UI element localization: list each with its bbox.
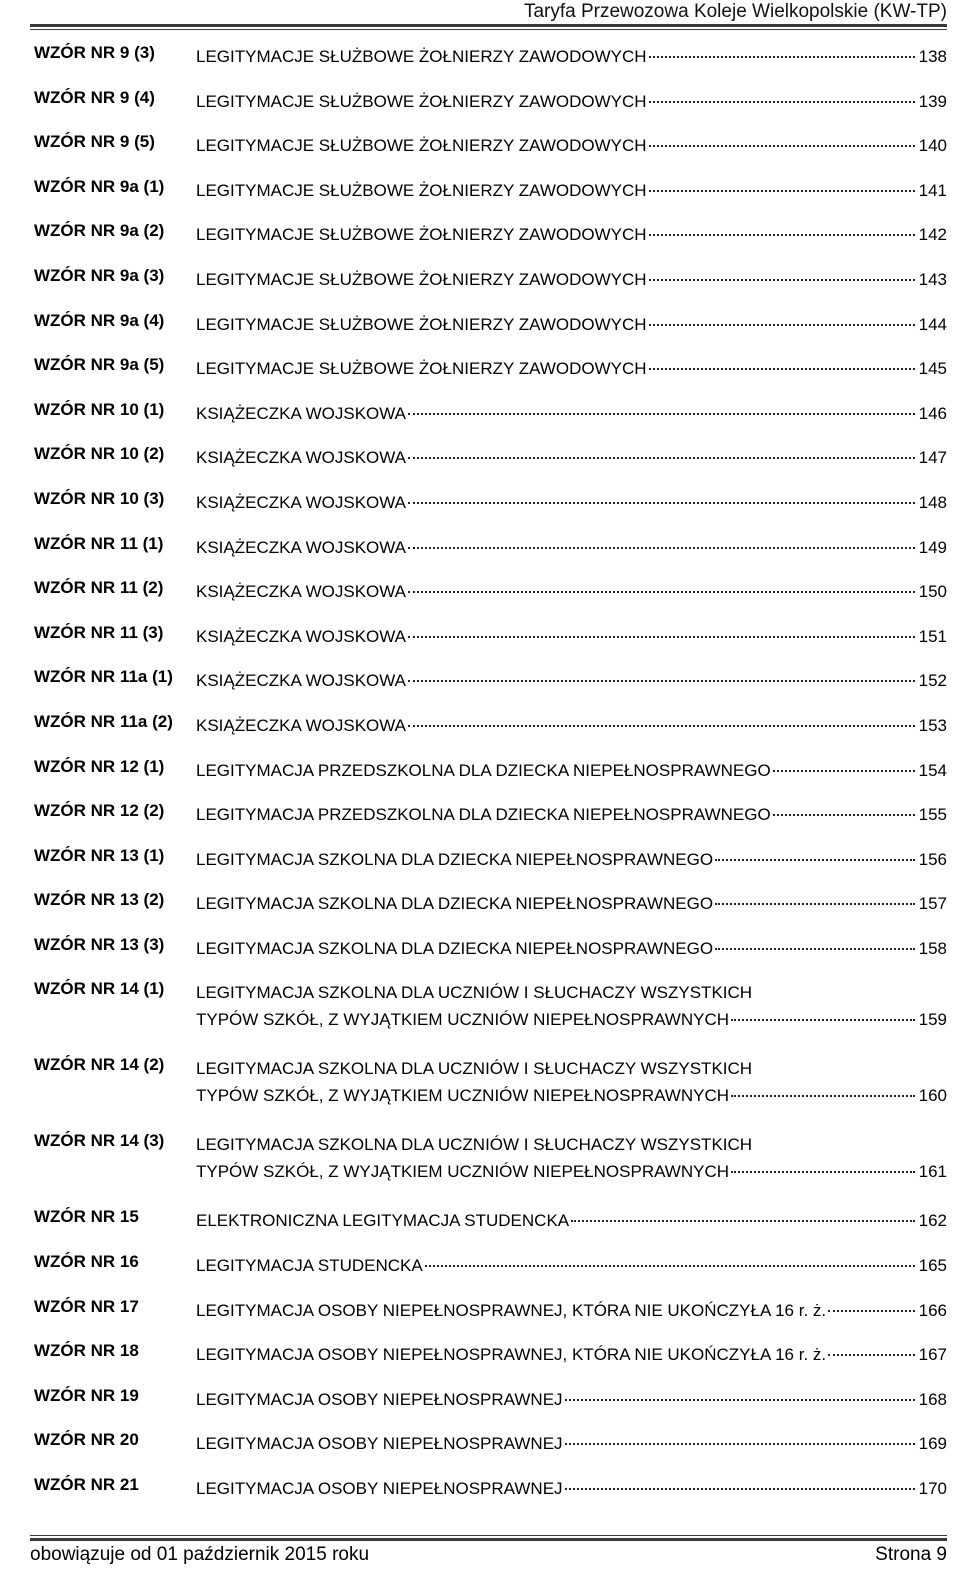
toc-entry-line — [196, 177, 947, 204]
toc-entry-body — [196, 266, 947, 293]
toc-entry-body — [196, 1207, 947, 1234]
dot-leader — [571, 1219, 915, 1222]
toc-entry-line — [196, 890, 947, 917]
toc-entry-page-number[interactable]: 150 — [918, 582, 947, 602]
toc-entry[interactable] — [34, 397, 947, 442]
toc-entry-line — [196, 355, 947, 382]
toc-entry-body — [196, 667, 947, 694]
toc-entry-title: LEGITYMACJE SŁUŻBOWE ŻOŁNIERZY ZAWODOWYCH — [196, 225, 647, 245]
toc-entry-page-number[interactable]: 153 — [918, 715, 947, 735]
toc-entry-code: WZÓR NR 10 (3) — [34, 488, 165, 508]
toc-entry-page-number[interactable]: 159 — [918, 1010, 947, 1030]
toc-entry-title: TYPÓW SZKÓŁ, Z WYJĄTKIEM UCZNIÓW NIEPEŁNOSPRAWNYCH — [196, 1162, 730, 1182]
dot-leader — [715, 902, 915, 905]
toc-entry-title: LEGITYMACJE SŁUŻBOWE ŻOŁNIERZY ZAWODOWYCH — [196, 91, 647, 111]
toc-entry[interactable] — [34, 441, 947, 486]
toc-entry-code: WZÓR NR 19 — [34, 1385, 139, 1405]
toc-entry-title: LEGITYMACJA SZKOLNA DLA UCZNIÓW I SŁUCHACZY WSZYSTKICH — [196, 1059, 753, 1079]
toc-entry-body — [196, 132, 947, 159]
toc-entry-code: WZÓR NR 11 (3) — [34, 622, 164, 642]
footer-effective-date: obowiązuje od 01 październik 2015 roku — [30, 1544, 370, 1565]
toc-entry-page-number[interactable]: 143 — [918, 269, 947, 289]
toc-entry-code: WZÓR NR 18 — [34, 1341, 139, 1361]
toc-entry-code: WZÓR NR 9 (5) — [34, 132, 155, 152]
toc-entry-title: KSIĄŻECZKA WOJSKOWA — [196, 537, 407, 557]
toc-entry-line — [196, 979, 947, 1006]
toc-entry-body — [196, 1430, 947, 1457]
toc-entry-page-number[interactable]: 168 — [918, 1389, 947, 1409]
toc-entry-page-number[interactable]: 144 — [918, 314, 947, 334]
toc-entry-code: WZÓR NR 13 (2) — [34, 890, 165, 910]
toc-entry[interactable] — [34, 798, 947, 843]
toc-entry-title: LEGITYMACJA OSOBY NIEPEŁNOSPRAWNEJ — [196, 1479, 563, 1499]
toc-entry-body — [196, 1341, 947, 1368]
dot-leader — [649, 278, 915, 281]
toc-entry-code: WZÓR NR 11 (1) — [34, 533, 164, 553]
toc-entry-title: LEGITYMACJE SŁUŻBOWE ŻOŁNIERZY ZAWODOWYCH — [196, 314, 647, 334]
toc-entry-title: LEGITYMACJE SŁUŻBOWE ŻOŁNIERZY ZAWODOWYCH — [196, 47, 647, 66]
toc-entry-line — [196, 846, 947, 873]
toc-entry-line — [196, 935, 947, 962]
toc-entry-page-number[interactable]: 155 — [918, 805, 947, 825]
dot-leader — [408, 412, 915, 415]
dot-leader — [715, 947, 915, 950]
toc-entry[interactable] — [34, 754, 947, 799]
toc-entry-title: LEGITYMACJE SŁUŻBOWE ŻOŁNIERZY ZAWODOWYCH — [196, 136, 647, 156]
dot-leader — [649, 55, 915, 58]
dot-leader — [715, 858, 915, 861]
toc-entry-body — [196, 1475, 947, 1502]
toc-entry-line — [196, 311, 947, 338]
dot-leader — [408, 635, 915, 638]
toc-entry-code: WZÓR NR 13 (3) — [34, 934, 165, 954]
dot-leader — [828, 1309, 915, 1312]
toc-entry-line — [196, 1006, 947, 1033]
toc-entry-code: WZÓR NR 11a (1) — [34, 667, 173, 687]
toc-entry[interactable] — [34, 932, 947, 977]
dot-leader — [565, 1442, 915, 1445]
toc-entry[interactable] — [34, 218, 947, 263]
toc-entry[interactable] — [34, 976, 947, 1052]
toc-entry-page-number[interactable]: 170 — [918, 1479, 947, 1499]
toc-entry-title: LEGITYMACJE SŁUŻBOWE ŻOŁNIERZY ZAWODOWYCH — [196, 359, 647, 379]
dot-leader — [649, 144, 915, 147]
toc-entry-code: WZÓR NR 9a (1) — [34, 176, 165, 196]
toc-entry-page-number[interactable]: 149 — [918, 537, 947, 557]
toc-entry-body — [196, 489, 947, 516]
toc-entry[interactable] — [34, 843, 947, 888]
toc-entry-title: LEGITYMACJA SZKOLNA DLA UCZNIÓW I SŁUCHACZY WSZYSTKICH — [196, 1135, 753, 1155]
toc-entry-title: LEGITYMACJA OSOBY NIEPEŁNOSPRAWNEJ, KTÓRA NIE UKOŃCZYŁA 16 r. ż. — [196, 1345, 827, 1365]
header-divider — [30, 24, 947, 30]
toc-entry-line — [196, 1055, 947, 1082]
dot-leader — [649, 233, 915, 236]
toc-entry-page-number[interactable]: 156 — [918, 849, 947, 869]
toc-entry[interactable] — [34, 486, 947, 531]
toc-entry[interactable] — [34, 531, 947, 576]
toc-entry-line — [196, 1341, 947, 1368]
toc-entry-line — [196, 1252, 947, 1279]
toc-entry[interactable] — [34, 620, 947, 665]
toc-entry-page-number[interactable]: 142 — [918, 225, 947, 245]
toc-entry-line — [196, 43, 947, 70]
footer-divider — [30, 1535, 947, 1541]
dot-leader — [773, 813, 915, 816]
toc-entry[interactable] — [34, 575, 947, 620]
toc-entry-body — [196, 890, 947, 917]
toc-entry-page-number[interactable]: 157 — [918, 894, 947, 914]
toc-entry-line — [196, 400, 947, 427]
toc-entry-code: WZÓR NR 12 (1) — [34, 756, 165, 776]
toc-entry-body — [196, 578, 947, 605]
toc-entry-line — [196, 489, 947, 516]
toc-entry-code: WZÓR NR 15 — [34, 1207, 139, 1227]
toc-entry-line — [196, 88, 947, 115]
dot-leader — [828, 1353, 915, 1356]
toc-entry-code: WZÓR NR 13 (1) — [34, 845, 165, 865]
toc-entry-title: LEGITYMACJA OSOBY NIEPEŁNOSPRAWNEJ, KTÓRA NIE UKOŃCZYŁA 16 r. ż. — [196, 1300, 827, 1320]
toc-entry-page-number[interactable]: 140 — [918, 136, 947, 156]
toc-entry[interactable] — [34, 1472, 947, 1517]
toc-entry[interactable] — [34, 887, 947, 932]
toc-entry-page-number[interactable]: 154 — [918, 760, 947, 780]
toc-entry-code: WZÓR NR 9a (4) — [34, 310, 165, 330]
toc-entry-body — [196, 1131, 947, 1185]
toc-entry-line — [196, 1082, 947, 1109]
toc-entry[interactable] — [34, 709, 947, 754]
dot-leader — [649, 367, 915, 370]
toc-entry-line — [196, 1158, 947, 1185]
toc-entry-code: WZÓR NR 14 (3) — [34, 1131, 165, 1151]
footer-page-number: Strona 9 — [875, 1544, 947, 1565]
toc-entry-page-number[interactable]: 162 — [918, 1211, 947, 1231]
toc-entry-line — [196, 757, 947, 784]
toc-entry-code: WZÓR NR 16 — [34, 1252, 139, 1272]
toc-entry-body — [196, 444, 947, 471]
toc-entry-code: WZÓR NR 9a (5) — [34, 355, 165, 375]
toc-entry-body — [196, 801, 947, 828]
toc-entry-body — [196, 400, 947, 427]
toc-entry[interactable] — [34, 1128, 947, 1204]
toc-entry-code: WZÓR NR 11 (2) — [34, 578, 164, 598]
dot-leader — [408, 679, 915, 682]
toc-entry-line — [196, 221, 947, 248]
page-header-title: Taryfa Przewozowa Koleje Wielkopolskie (KW-TP) — [523, 1, 947, 22]
toc-entry-title: LEGITYMACJA SZKOLNA DLA DZIECKA NIEPEŁNOSPRAWNEGO — [196, 938, 714, 958]
toc-entry-title: ELEKTRONICZNA LEGITYMACJA STUDENCKA — [196, 1211, 570, 1231]
toc-entry-body — [196, 846, 947, 873]
toc-entry[interactable] — [34, 40, 947, 85]
toc-entry-line — [196, 1386, 947, 1413]
toc-entry[interactable] — [34, 263, 947, 308]
toc-entry-body — [196, 88, 947, 115]
dot-leader — [408, 546, 915, 549]
toc-entry-title: LEGITYMACJA SZKOLNA DLA UCZNIÓW I SŁUCHACZY WSZYSTKICH — [196, 983, 753, 1003]
toc-entry-title: LEGITYMACJA PRZEDSZKOLNA DLA DZIECKA NIEPEŁNOSPRAWNEGO — [196, 760, 771, 780]
toc-entry-line — [196, 1430, 947, 1457]
toc-entry-code: WZÓR NR 14 (1) — [34, 979, 165, 999]
toc-entry-body — [196, 1386, 947, 1413]
toc-entry-page-number[interactable]: 147 — [918, 448, 947, 468]
toc-entry-title: KSIĄŻECZKA WOJSKOWA — [196, 448, 407, 468]
toc-entry-line — [196, 801, 947, 828]
toc-entry-code: WZÓR NR 20 — [34, 1430, 139, 1450]
toc-entry-title: LEGITYMACJA PRZEDSZKOLNA DLA DZIECKA NIEPEŁNOSPRAWNEGO — [196, 805, 771, 825]
toc-entry-body — [196, 1297, 947, 1324]
toc-entry-code: WZÓR NR 9a (2) — [34, 221, 165, 241]
toc-entry-code: WZÓR NR 12 (2) — [34, 801, 165, 821]
toc-entry-page-number[interactable]: 145 — [918, 359, 947, 379]
toc-entry-code: WZÓR NR 9 (4) — [34, 87, 155, 107]
toc-entry[interactable] — [34, 1249, 947, 1294]
toc-entry-body — [196, 43, 947, 70]
toc-entry-body — [196, 534, 947, 561]
toc-entry-page-number[interactable]: 152 — [918, 671, 947, 691]
toc-entry-line — [196, 1207, 947, 1234]
toc-entry-code: WZÓR NR 14 (2) — [34, 1055, 165, 1075]
toc-entry-title: LEGITYMACJE SŁUŻBOWE ŻOŁNIERZY ZAWODOWYCH — [196, 180, 647, 200]
toc-entry-title: LEGITYMACJA SZKOLNA DLA DZIECKA NIEPEŁNOSPRAWNEGO — [196, 894, 714, 914]
toc-entry-line — [196, 1131, 947, 1158]
toc-entry-title: LEGITYMACJE SŁUŻBOWE ŻOŁNIERZY ZAWODOWYCH — [196, 269, 647, 289]
toc-entry[interactable] — [34, 174, 947, 219]
toc-entry-body — [196, 623, 947, 650]
toc-entry-line — [196, 132, 947, 159]
toc-entry-code: WZÓR NR 9a (3) — [34, 265, 165, 285]
toc-entry-body — [196, 1055, 947, 1109]
toc-entry-line — [196, 444, 947, 471]
table-of-contents — [34, 40, 947, 1517]
toc-entry-title: TYPÓW SZKÓŁ, Z WYJĄTKIEM UCZNIÓW NIEPEŁNOSPRAWNYCH — [196, 1010, 730, 1030]
toc-entry-body — [196, 311, 947, 338]
toc-entry-page-number[interactable]: 169 — [918, 1434, 947, 1454]
toc-entry-body — [196, 979, 947, 1033]
toc-entry-page-number[interactable]: 151 — [918, 626, 947, 646]
toc-entry[interactable] — [34, 1204, 947, 1249]
toc-entry-line — [196, 1297, 947, 1324]
dot-leader — [649, 100, 915, 103]
toc-entry-title: KSIĄŻECZKA WOJSKOWA — [196, 715, 407, 735]
toc-entry-title: TYPÓW SZKÓŁ, Z WYJĄTKIEM UCZNIÓW NIEPEŁNOSPRAWNYCH — [196, 1086, 730, 1106]
toc-entry-line — [196, 578, 947, 605]
toc-entry-code: WZÓR NR 10 (1) — [34, 399, 165, 419]
toc-entry-code: WZÓR NR 17 — [34, 1296, 139, 1316]
dot-leader — [649, 323, 915, 326]
toc-entry[interactable] — [34, 129, 947, 174]
toc-entry-title: KSIĄŻECZKA WOJSKOWA — [196, 492, 407, 512]
toc-entry-title: KSIĄŻECZKA WOJSKOWA — [196, 626, 407, 646]
toc-entry[interactable] — [34, 1052, 947, 1128]
dot-leader — [565, 1398, 915, 1401]
toc-entry[interactable] — [34, 1427, 947, 1472]
toc-entry-body — [196, 355, 947, 382]
toc-entry-line — [196, 667, 947, 694]
toc-entry-title: LEGITYMACJA STUDENCKA — [196, 1256, 423, 1276]
toc-entry-line — [196, 266, 947, 293]
toc-entry-page-number[interactable]: 160 — [918, 1086, 947, 1106]
dot-leader — [731, 1170, 915, 1173]
toc-entry-page-number[interactable]: 165 — [918, 1256, 947, 1276]
toc-entry-title: LEGITYMACJA SZKOLNA DLA DZIECKA NIEPEŁNOSPRAWNEGO — [196, 849, 714, 869]
dot-leader — [425, 1264, 915, 1267]
toc-entry-page-number[interactable]: 166 — [918, 1300, 947, 1320]
toc-entry-body — [196, 757, 947, 784]
toc-entry[interactable] — [34, 664, 947, 709]
toc-entry-line — [196, 1475, 947, 1502]
toc-entry-line — [196, 534, 947, 561]
toc-entry-body — [196, 935, 947, 962]
toc-entry-page-number[interactable]: 146 — [918, 403, 947, 423]
toc-entry-title: KSIĄŻECZKA WOJSKOWA — [196, 582, 407, 602]
toc-entry-body — [196, 1252, 947, 1279]
dot-leader — [408, 590, 915, 593]
toc-entry-code: WZÓR NR 9 (3) — [34, 43, 155, 62]
toc-entry-body — [196, 712, 947, 739]
toc-entry[interactable] — [34, 85, 947, 130]
toc-entry-page-number[interactable]: 138 — [918, 47, 947, 66]
toc-entry-page-number[interactable]: 148 — [918, 492, 947, 512]
toc-entry[interactable] — [34, 308, 947, 353]
toc-entry-title: KSIĄŻECZKA WOJSKOWA — [196, 671, 407, 691]
toc-entry-body — [196, 177, 947, 204]
dot-leader — [731, 1094, 915, 1097]
dot-leader — [565, 1487, 915, 1490]
toc-entry-title: KSIĄŻECZKA WOJSKOWA — [196, 403, 407, 423]
toc-entry-body — [196, 221, 947, 248]
toc-entry-code: WZÓR NR 10 (2) — [34, 444, 165, 464]
toc-entry-code: WZÓR NR 11a (2) — [34, 711, 173, 731]
toc-entry[interactable] — [34, 1338, 947, 1383]
toc-entry[interactable] — [34, 1383, 947, 1428]
toc-entry-page-number[interactable]: 158 — [918, 938, 947, 958]
toc-entry-page-number[interactable]: 167 — [918, 1345, 947, 1365]
toc-entry-title: LEGITYMACJA OSOBY NIEPEŁNOSPRAWNEJ — [196, 1389, 563, 1409]
dot-leader — [408, 724, 915, 727]
dot-leader — [649, 189, 915, 192]
dot-leader — [773, 769, 915, 772]
toc-entry[interactable] — [34, 352, 947, 397]
toc-entry-code: WZÓR NR 21 — [34, 1475, 139, 1495]
toc-entry-page-number[interactable]: 139 — [918, 91, 947, 111]
toc-entry-page-number[interactable]: 161 — [918, 1162, 947, 1182]
toc-entry-line — [196, 712, 947, 739]
toc-entry-line — [196, 623, 947, 650]
dot-leader — [408, 501, 915, 504]
toc-entry-title: LEGITYMACJA OSOBY NIEPEŁNOSPRAWNEJ — [196, 1434, 563, 1454]
toc-entry[interactable] — [34, 1294, 947, 1339]
toc-entry-page-number[interactable]: 141 — [918, 180, 947, 200]
dot-leader — [731, 1018, 915, 1021]
dot-leader — [408, 456, 915, 459]
